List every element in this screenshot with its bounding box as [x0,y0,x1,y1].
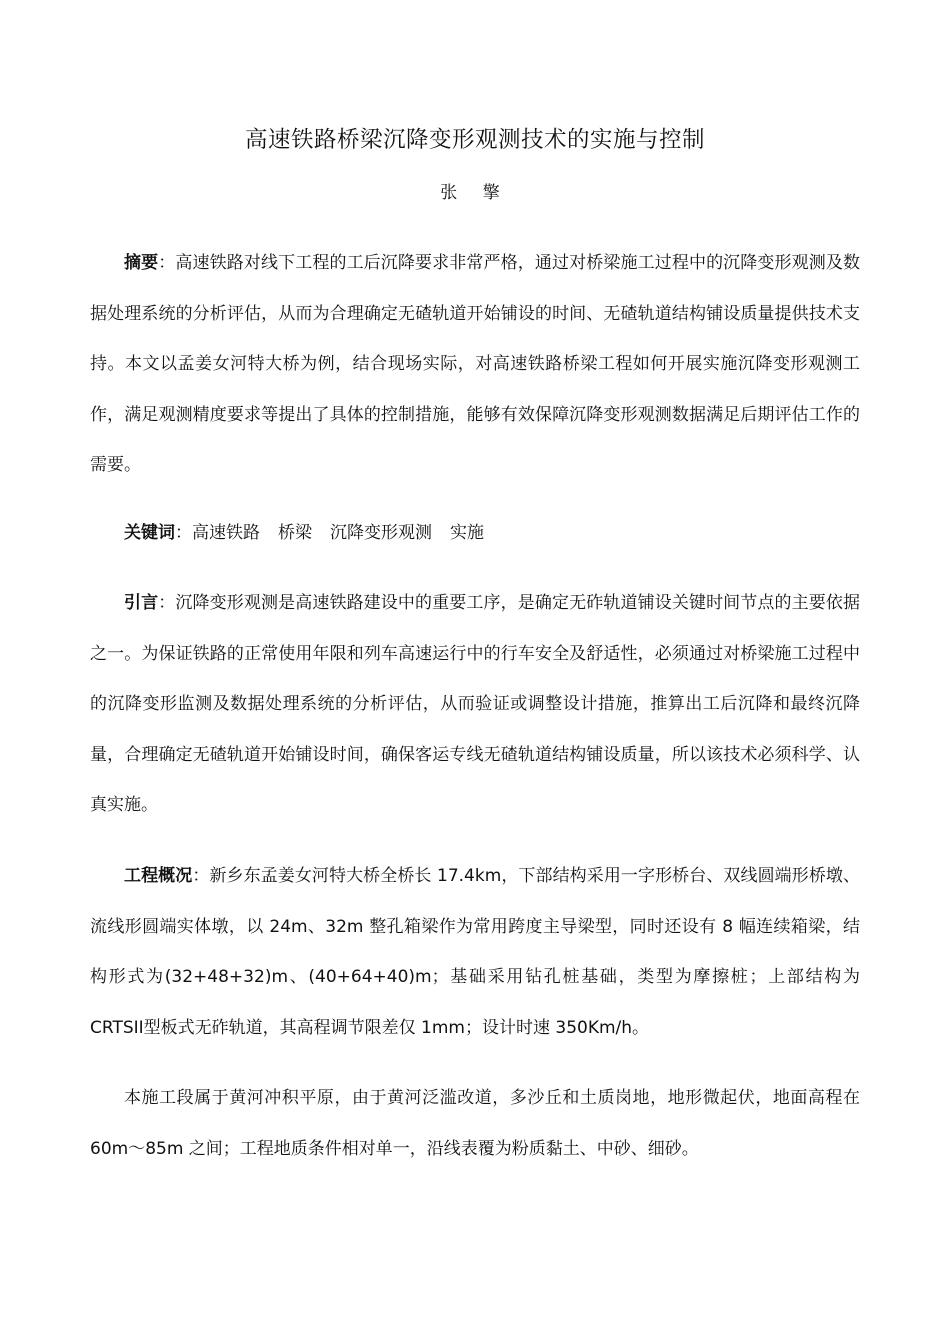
abstract-text: 高速铁路对线下工程的工后沉降要求非常严格，通过对桥梁施工过程中的沉降变形观测及数据处理系统的分析评估，从而为合理确定无碴轨道开始铺设的时间、无碴轨道结构铺设质量提供技术支持。本文以孟姜女河特大桥为例，结合现场实际，对高速铁路桥梁工程如何开展实施沉降变形观测工作，满足观测精度要求等提出了具体的控制措施，能够有效保障沉降变形观测数据满足后期评估工作的需要。 [90,253,861,475]
introduction-separator: ： [158,593,176,613]
introduction-label: 引言 [124,593,159,613]
document-title: 高速铁路桥梁沉降变形观测技术的实施与控制 [244,127,705,153]
abstract-paragraph [90,238,860,491]
abstract-separator: ： [158,253,176,273]
overview-text: 新乡东孟姜女河特大桥全桥长 17.4km，下部结构采用一字形桥台、双线圆端形桥墩、流线形圆端实体墩，以 24m、32m 整孔箱梁作为常用跨度主导梁型，同时还设有 8 幅连续箱梁，结构形式为(32+48+32)m、(40+64+40)m；基础采用钻孔桩基础，类型为摩擦桩；上部结构为 CRTSII型板式无砟轨道，其高程调节限差仅 1mm；设计时速 350Km/h。 [90,866,861,1038]
geology-text: 本施工段属于黄河冲积平原，由于黄河泛滥改道，多沙丘和土质岗地，地形微起伏，地面高程在 60m～85m 之间；工程地质条件相对单一，沿线表覆为粉质黏土、中砂、细砂。 [90,1088,860,1159]
introduction-text: 沉降变形观测是高速铁路建设中的重要工序，是确定无砟轨道铺设关键时间节点的主要依据之一。为保证铁路的正常使用年限和列车高速运行中的行车安全及舒适性，必须通过对桥梁施工过程中的沉降变形监测及数据处理系统的分析评估，从而验证或调整设计措施，推算出工后沉降和最终沉降量，合理确定无碴轨道开始铺设时间，确保客运专线无碴轨道结构铺设质量，所以该技术必须科学、认真实施。 [90,593,861,815]
keywords-separator: ： [175,523,192,543]
keywords-paragraph [90,508,860,559]
keyword: 高速铁路 [192,523,260,543]
introduction-paragraph [90,578,860,831]
overview-label: 工程概况 [124,866,193,886]
overview-separator: ： [192,866,210,886]
abstract-label: 摘要 [124,253,159,273]
keyword: 实施 [450,523,484,543]
keywords-label: 关键词 [124,523,175,543]
keyword: 桥梁 [278,523,312,543]
overview-paragraph [90,851,860,1053]
geology-paragraph [90,1073,860,1174]
author-name: 张 擎 [440,183,510,203]
keyword: 沉降变形观测 [330,523,432,543]
